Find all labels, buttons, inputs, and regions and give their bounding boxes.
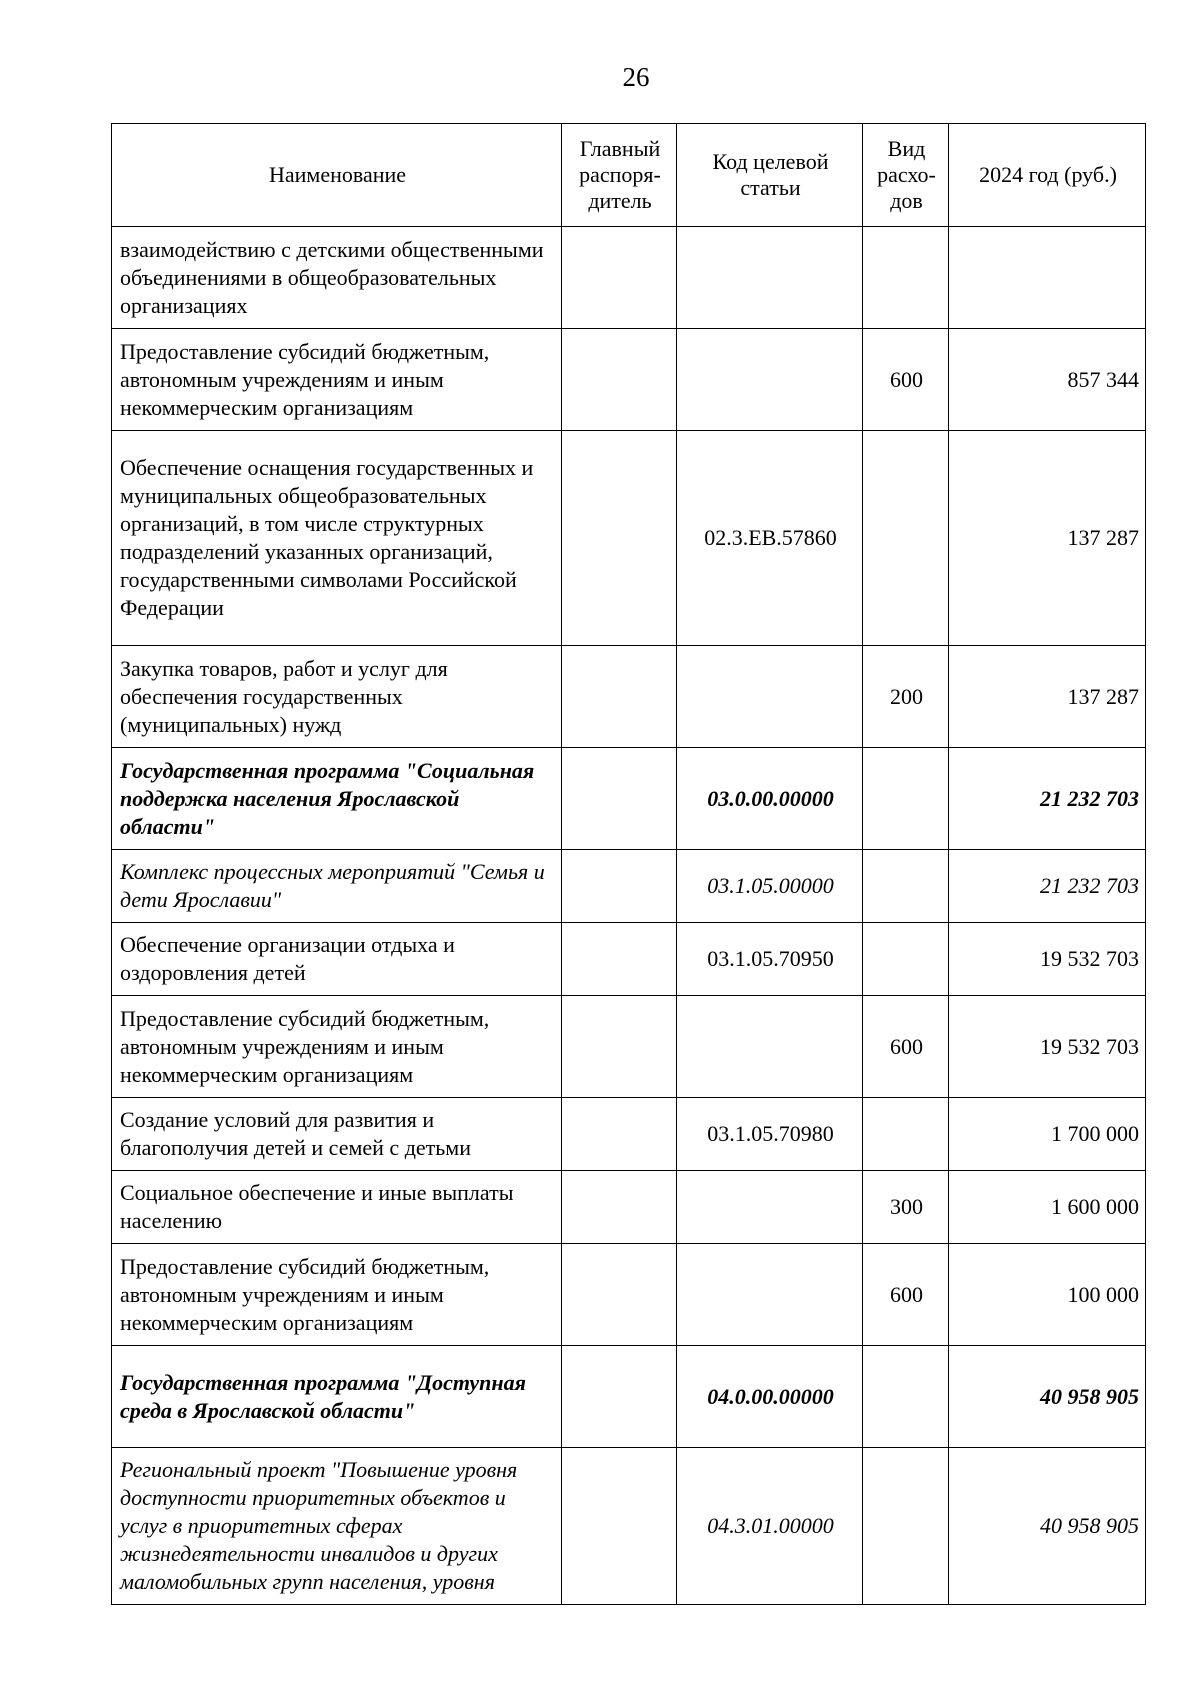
row-kind bbox=[863, 227, 949, 329]
row-code bbox=[677, 329, 863, 431]
row-manager bbox=[562, 431, 677, 646]
row-manager bbox=[562, 1346, 677, 1448]
row-code bbox=[677, 227, 863, 329]
row-manager bbox=[562, 1448, 677, 1605]
row-name: Обеспечение организации отдыха и оздоровления детей bbox=[112, 923, 562, 996]
table-row-complex bbox=[112, 850, 1146, 923]
page-number: 26 bbox=[622, 62, 650, 92]
header-amount: 2024 год (руб.) bbox=[949, 124, 1146, 227]
row-kind: 600 bbox=[863, 996, 949, 1098]
row-code bbox=[677, 996, 863, 1098]
row-code: 03.1.05.00000 bbox=[677, 850, 863, 923]
table-row-regional-project bbox=[112, 1448, 1146, 1605]
row-manager bbox=[562, 646, 677, 748]
table-row bbox=[112, 1244, 1146, 1346]
row-kind bbox=[863, 1346, 949, 1448]
row-manager bbox=[562, 1171, 677, 1244]
row-name: Предоставление субсидий бюджетным, автономным учреждениям и иным некоммерческим организациям bbox=[112, 329, 562, 431]
row-kind bbox=[863, 431, 949, 646]
table-header-row bbox=[112, 124, 1146, 227]
row-code bbox=[677, 1171, 863, 1244]
row-kind: 200 bbox=[863, 646, 949, 748]
header-code: Код целевой статьи bbox=[677, 124, 863, 227]
row-manager bbox=[562, 227, 677, 329]
row-kind bbox=[863, 923, 949, 996]
row-code: 03.1.05.70980 bbox=[677, 1098, 863, 1171]
header-kind: Вид расхо-дов bbox=[863, 124, 949, 227]
row-amount: 21 232 703 bbox=[949, 748, 1146, 850]
row-manager bbox=[562, 850, 677, 923]
row-manager bbox=[562, 1244, 677, 1346]
row-kind: 600 bbox=[863, 1244, 949, 1346]
row-amount: 40 958 905 bbox=[949, 1448, 1146, 1605]
table-row bbox=[112, 431, 1146, 646]
row-kind bbox=[863, 748, 949, 850]
budget-table bbox=[111, 123, 1146, 1605]
row-name: Создание условий для развития и благополучия детей и семей с детьми bbox=[112, 1098, 562, 1171]
row-code: 03.1.05.70950 bbox=[677, 923, 863, 996]
row-code: 04.0.00.00000 bbox=[677, 1346, 863, 1448]
header-name: Наименование bbox=[112, 124, 562, 227]
row-name: Государственная программа "Социальная поддержка населения Ярославской области" bbox=[112, 748, 562, 850]
table-row bbox=[112, 996, 1146, 1098]
row-name: Закупка товаров, работ и услуг для обеспечения государственных (муниципальных) нужд bbox=[112, 646, 562, 748]
row-name: Предоставление субсидий бюджетным, автономным учреждениям и иным некоммерческим организациям bbox=[112, 1244, 562, 1346]
table-row bbox=[112, 1171, 1146, 1244]
row-kind bbox=[863, 1098, 949, 1171]
row-kind bbox=[863, 1448, 949, 1605]
table-row-program bbox=[112, 748, 1146, 850]
row-code bbox=[677, 646, 863, 748]
row-name: Предоставление субсидий бюджетным, автономным учреждениям и иным некоммерческим организациям bbox=[112, 996, 562, 1098]
row-amount: 40 958 905 bbox=[949, 1346, 1146, 1448]
row-code: 02.3.ЕВ.57860 bbox=[677, 431, 863, 646]
table-row bbox=[112, 646, 1146, 748]
row-code: 03.0.00.00000 bbox=[677, 748, 863, 850]
header-manager: Главный распоря-дитель bbox=[562, 124, 677, 227]
row-amount: 19 532 703 bbox=[949, 996, 1146, 1098]
table-row bbox=[112, 1098, 1146, 1171]
row-code: 04.3.01.00000 bbox=[677, 1448, 863, 1605]
row-kind: 300 bbox=[863, 1171, 949, 1244]
row-amount: 19 532 703 bbox=[949, 923, 1146, 996]
row-kind bbox=[863, 850, 949, 923]
row-name: Социальное обеспечение и иные выплаты населению bbox=[112, 1171, 562, 1244]
row-amount: 1 700 000 bbox=[949, 1098, 1146, 1171]
row-amount: 21 232 703 bbox=[949, 850, 1146, 923]
row-manager bbox=[562, 996, 677, 1098]
row-code bbox=[677, 1244, 863, 1346]
table-row bbox=[112, 329, 1146, 431]
table-row bbox=[112, 227, 1146, 329]
row-name: Государственная программа "Доступная среда в Ярославской области" bbox=[112, 1346, 562, 1448]
row-manager bbox=[562, 1098, 677, 1171]
row-amount: 100 000 bbox=[949, 1244, 1146, 1346]
row-name: Региональный проект "Повышение уровня доступности приоритетных объектов и услуг в приоритетных сферах жизнедеятельности инвалидов и других маломобильных групп населения, уровня bbox=[112, 1448, 562, 1605]
row-manager bbox=[562, 748, 677, 850]
row-amount: 1 600 000 bbox=[949, 1171, 1146, 1244]
row-manager bbox=[562, 329, 677, 431]
row-manager bbox=[562, 923, 677, 996]
row-amount: 137 287 bbox=[949, 431, 1146, 646]
row-amount: 857 344 bbox=[949, 329, 1146, 431]
row-name: взаимодействию с детскими общественными объединениями в общеобразовательных организациях bbox=[112, 227, 562, 329]
row-kind: 600 bbox=[863, 329, 949, 431]
row-amount bbox=[949, 227, 1146, 329]
row-name: Обеспечение оснащения государственных и муниципальных общеобразовательных организаций, в том числе структурных подразделений указанных организаций, государственными символами Российской Федерации bbox=[112, 431, 562, 646]
row-amount: 137 287 bbox=[949, 646, 1146, 748]
table-row-program bbox=[112, 1346, 1146, 1448]
table-row bbox=[112, 923, 1146, 996]
row-name: Комплекс процессных мероприятий "Семья и дети Ярославии" bbox=[112, 850, 562, 923]
